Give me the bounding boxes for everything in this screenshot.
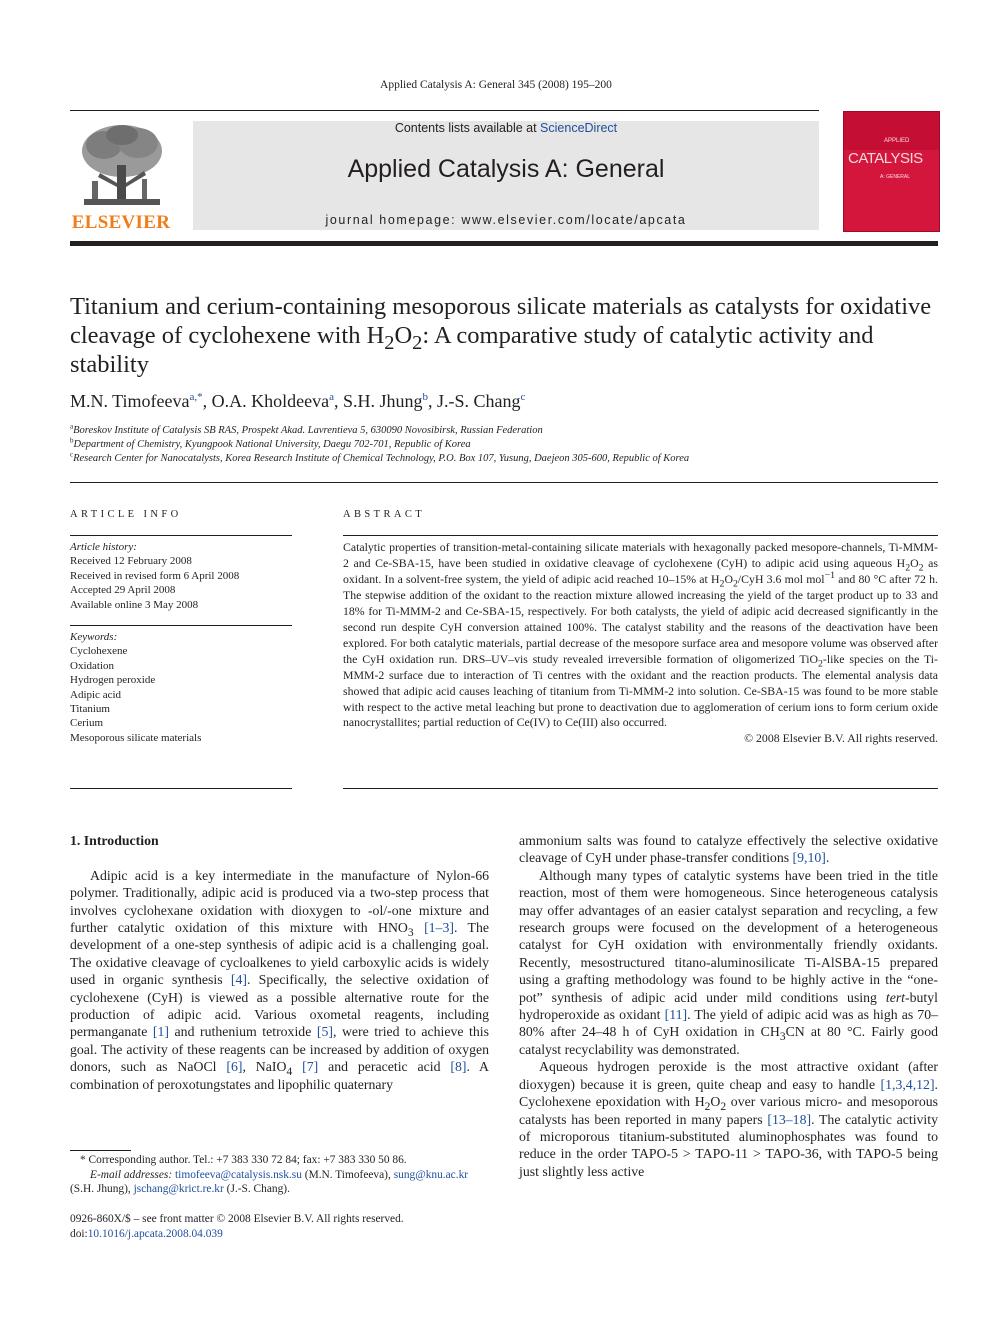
article-title — [70, 292, 940, 379]
body-paragraph — [519, 1058, 938, 1180]
email-label: E-mail addresses: — [90, 1168, 173, 1181]
affiliation-text: Boreskov Institute of Catalysis SB RAS, Prospekt Akad. Lavrentieva 5, 630090 Novosibirsk, Russian Federation — [73, 425, 543, 436]
text-run: . Specifically, the selective oxidation of cyclohexene (CyH) is viewed as a possible alternative route for the production of adipic acid. Various oxometal reagents, including permanganate — [70, 972, 489, 1040]
subscript: 2 — [818, 658, 823, 670]
email-owner: (M.N. Timofeeva), — [301, 1168, 394, 1181]
author-marks[interactable]: a,* — [189, 391, 203, 403]
text-run: and peracetic acid — [318, 1059, 451, 1075]
author-name[interactable]: M.N. Timofeeva — [70, 391, 190, 411]
email-link[interactable]: sung@knu.ac.kr — [393, 1168, 469, 1181]
affiliation-c — [70, 450, 690, 464]
body-paragraph — [70, 867, 489, 1093]
text-run: . The development of a one-step synthesis of adipic acid is a challenging goal. The oxidative cleavage of cycloalkenes to yield carboxylic acids is widely used in organic synthesis — [70, 920, 489, 988]
text-run: , were tried to achieve this goal. The activity of these reagents can be increased by addition of oxygen donors, such as NaOCl — [70, 1024, 489, 1075]
author-name[interactable]: S.H. Jhung — [343, 391, 423, 411]
footnote-rule — [70, 1150, 131, 1151]
article-history — [70, 540, 292, 612]
text-run: ammonium salts was found to catalyze effectively the selective oxidative cleavage of CyH under phase-transfer conditions — [519, 833, 938, 866]
corresponding-author-note — [70, 1153, 489, 1168]
affiliation-a — [70, 422, 543, 436]
affiliation-mark: a — [70, 422, 74, 431]
keywords-label: Keywords: — [70, 631, 118, 643]
elsevier-wordmark: ELSEVIER — [71, 212, 171, 233]
text-run: . The catalytic activity of microporous titanium-substituted aluminophosphates was found to reduce in the order TAPO-5 > TAPO-11 > TAPO-36, with TAPO-5 being just slightly less active — [519, 1111, 938, 1179]
text-run: , NaIO — [242, 1059, 287, 1075]
top-rule — [70, 110, 819, 111]
citation-link[interactable]: [13–18] — [767, 1111, 812, 1127]
superscript: −1 — [824, 569, 836, 581]
text-run: -butyl hydroperoxide as oxidant — [519, 989, 938, 1023]
author-name[interactable]: O.A. Kholdeeva — [211, 391, 330, 411]
citation-link[interactable]: [5] — [316, 1024, 333, 1040]
text-run: O — [710, 1094, 721, 1110]
affiliation-mark: c — [70, 450, 74, 459]
citation-link[interactable]: [11] — [664, 1007, 688, 1023]
subscript: 2 — [918, 562, 924, 574]
issn-doi-block — [70, 1212, 489, 1241]
abstract-label: ABSTRACT — [343, 509, 426, 520]
cover-band — [844, 112, 939, 150]
citation-link[interactable]: [7] — [302, 1059, 319, 1075]
text-run: Aqueous hydrogen peroxide is the most attractive oxidant (after dioxygen) because it is green, quite cheap and easy to handle — [519, 1059, 938, 1092]
keyword-item: Cerium — [70, 717, 103, 730]
keywords-list — [70, 630, 292, 745]
history-revised: Received in revised form 6 April 2008 — [70, 569, 240, 582]
title-part: Titanium and cerium-containing mesoporous silicate materials as catalysts for oxidative cleavage of cyclohexene with H — [70, 293, 932, 349]
email-owner: (J.-S. Chang). — [223, 1183, 290, 1196]
body-paragraph — [519, 832, 938, 867]
subscript: 2 — [732, 578, 738, 590]
text-run: over various micro- and mesoporous catalysts has been reported in many papers — [519, 1094, 938, 1127]
affiliation-mark: b — [70, 436, 74, 445]
subscript: 2 — [905, 562, 911, 574]
citation-link[interactable]: [6] — [226, 1059, 243, 1075]
abstract-run: Catalytic properties of transition-metal-containing silicate materials with hexagonally packed mesopore-channels, Ti-MMM-2 and Ce-SBA-15, have been studied in oxidative cleavage of cyclohexene (CyH) to adipic acid using aqueous H — [343, 540, 938, 570]
keyword-item: Hydrogen peroxide — [70, 674, 156, 687]
text-run: . The yield of adipic acid was as high as 70–80% after 24–48 h of CyH oxidation in CH — [519, 1007, 939, 1040]
history-label: Article history: — [70, 541, 137, 553]
header-divider — [70, 482, 938, 483]
doi-prefix: doi: — [70, 1227, 88, 1240]
keywords-rule — [70, 625, 292, 626]
issn-line: 0926-860X/$ – see front matter © 2008 Elsevier B.V. All rights reserved. — [70, 1213, 404, 1225]
article-info-label: ARTICLE INFO — [70, 509, 182, 520]
keyword-item: Mesoporous silicate materials — [70, 731, 202, 744]
affiliation-text: Research Center for Nanocatalysts, Korea Research Institute of Chemical Technology, P.O. Box 107, Yusung, Daejeon 305-600, Republic of Korea — [73, 453, 690, 464]
abstract-run: O — [910, 555, 919, 570]
footnote-star: * — [80, 1154, 86, 1166]
citation-link[interactable]: [9,10] — [792, 850, 826, 866]
subscript: 3 — [779, 1031, 786, 1044]
abstract-rule — [343, 535, 938, 536]
keyword-item: Cyclohexene — [70, 645, 128, 658]
cover-title: CATALYSIS — [848, 150, 923, 167]
author-separator: , — [202, 391, 212, 411]
doi-link[interactable]: 10.1016/j.apcata.2008.04.039 — [87, 1227, 223, 1240]
running-head: Applied Catalysis A: General 345 (2008) 195–200 — [380, 79, 612, 91]
subscript: 2 — [704, 1100, 711, 1113]
author-marks[interactable]: b — [422, 391, 429, 403]
abstract-run: O — [724, 571, 733, 586]
author-marks[interactable]: c — [520, 391, 526, 403]
abstract-paragraph — [343, 540, 938, 731]
cover-bottom-text: A: GENERAL — [880, 174, 911, 180]
citation-link[interactable]: [1,3,4,12] — [880, 1076, 935, 1092]
citation-link[interactable]: [1] — [152, 1024, 170, 1040]
email-addresses — [70, 1168, 489, 1183]
journal-title: Applied Catalysis A: General — [347, 155, 665, 183]
italic-run: tert — [885, 989, 906, 1005]
history-accepted: Accepted 29 April 2008 — [70, 584, 176, 597]
email-addresses-cont — [70, 1182, 489, 1197]
keyword-item: Oxidation — [70, 659, 114, 672]
sciencedirect-link[interactable]: ScienceDirect — [540, 121, 618, 135]
footnote — [70, 1153, 489, 1197]
footnote-text: Corresponding author. Tel.: +7 383 330 72 84; fax: +7 383 330 50 86. — [85, 1154, 407, 1166]
text-run: Although many types of catalytic systems have been tried in the title reaction, most of them were homogeneous. Since heterogeneous catalysis may offer advantages of an easier catalyst separation and recycling, a few research groups were focused on the development of a heterogeneous catalyst for CyH oxidation with environmentally friendly oxidants. Recently, mesostructured titano-aluminosilicate Ti-AlSBA-15 prepared using a grafting methodology was found to be highly active in the “one-pot” synthesis of adipic acid under mild conditions using — [519, 867, 938, 1005]
masthead-thick-rule — [70, 241, 938, 246]
abstract-run: /CyH 3.6 mol mol — [737, 571, 825, 586]
abstract-run: as oxidant. In a solvent-free system, the yield of adipic acid reached 10–15% at H — [343, 555, 938, 586]
contents-prefix: Contents lists available at — [394, 121, 541, 135]
affiliation-b — [70, 436, 471, 450]
title-part: O — [394, 322, 413, 349]
abstract-copyright: © 2008 Elsevier B.V. All rights reserved. — [744, 731, 938, 746]
subscript: 2 — [719, 578, 725, 590]
subscript: 4 — [286, 1066, 293, 1079]
abstract-body — [343, 540, 938, 747]
subscript: 3 — [407, 926, 414, 939]
author-separator: , — [428, 391, 438, 411]
article-info-bottom-rule — [70, 788, 292, 789]
keyword-item: Titanium — [70, 703, 110, 716]
contents-line — [193, 121, 819, 135]
text-run: and ruthenium tetroxide — [169, 1024, 317, 1040]
body-column-left — [70, 832, 489, 1093]
author-name[interactable]: J.-S. Chang — [437, 391, 521, 411]
author-list — [70, 391, 525, 412]
section-heading: 1. Introduction — [70, 833, 159, 848]
citation-link[interactable]: [1–3] — [424, 920, 454, 936]
title-subscript: 2 — [412, 331, 423, 354]
body-column-right — [519, 832, 938, 1180]
text-run: CN at 80 °C. Fairly good catalyst recyclability was demonstrated. — [519, 1024, 938, 1057]
subscript: 2 — [720, 1100, 727, 1113]
text-run: . — [825, 850, 830, 866]
text-run: . Cyclohexene epoxidation with H — [519, 1076, 938, 1110]
citation-link[interactable]: [8] — [450, 1059, 467, 1075]
email-link[interactable]: jschang@krict.re.kr — [133, 1183, 224, 1196]
history-online: Available online 3 May 2008 — [70, 598, 199, 611]
email-owner: (S.H. Jhung), — [70, 1183, 134, 1196]
text-run: . A combination of peroxotungstates and lipophilic quaternary — [70, 1059, 490, 1092]
article-info-rule — [70, 535, 292, 536]
affiliation-text: Department of Chemistry, Kyungpook National University, Daegu 702-701, Republic of Korea — [73, 439, 471, 450]
abstract-run: -like species on the Ti-MMM-2 surface due to interaction of Ti centres with the oxidant and the reaction products. The elemental analysis data showed that adipic acid causes leaching of titanium from Ti-MMM-2 into solution. Ce-SBA-15 was found to be more stable with respect to the active metal leaching but prone to deactivation due to agglomeration of cerium ions to form cerium oxide nanocrystallites; partial reduction of Ce(IV) to Ce(III) also occurred. — [343, 651, 938, 730]
email-link[interactable]: timofeeva@catalysis.nsk.su — [175, 1168, 302, 1181]
cover-top-text: APPLIED — [884, 138, 910, 144]
doi-line — [70, 1227, 489, 1242]
text-run: Adipic acid is a key intermediate in the manufacture of Nylon-66 polymer. Traditionally, adipic acid is produced via a two-step process that involves cyclohexane oxidation with dioxygen to -ol/-one mixture and further catalytic oxidation of this mixture with HNO — [70, 867, 489, 936]
title-part: : A comparative study of catalytic activity and stability — [70, 322, 874, 378]
journal-homepage[interactable]: journal homepage: www.elsevier.com/locate/apcata — [325, 213, 687, 227]
citation-link[interactable]: [4] — [230, 972, 247, 988]
abstract-bottom-rule — [343, 788, 938, 789]
keyword-item: Adipic acid — [70, 688, 122, 701]
history-received: Received 12 February 2008 — [70, 555, 192, 568]
title-subscript: 2 — [384, 331, 395, 354]
author-separator: , — [334, 391, 344, 411]
author-marks[interactable]: a — [329, 391, 335, 403]
journal-cover-image[interactable] — [843, 111, 940, 232]
abstract-run: and 80 °C after 72 h. The stepwise addition of the oxidant to the reaction mixture allowed increasing the yield of the target product up to 33 and 18% for Ti-MMM-2 and Ce-SBA-15, respectively. For both catalysts, the yield of adipic acid decreased significantly in the second run despite CyH conversion attained 100%. The catalyst stability and the reasons of the deactivation have been explored. For both catalytic materials, partial decrease of the mesopore surface area and mesopore volume was observed after the CyH oxidation run. DRS–UV–vis study revealed irreversible formation of oligomerized TiO — [343, 571, 938, 666]
body-paragraph — [519, 867, 938, 1058]
